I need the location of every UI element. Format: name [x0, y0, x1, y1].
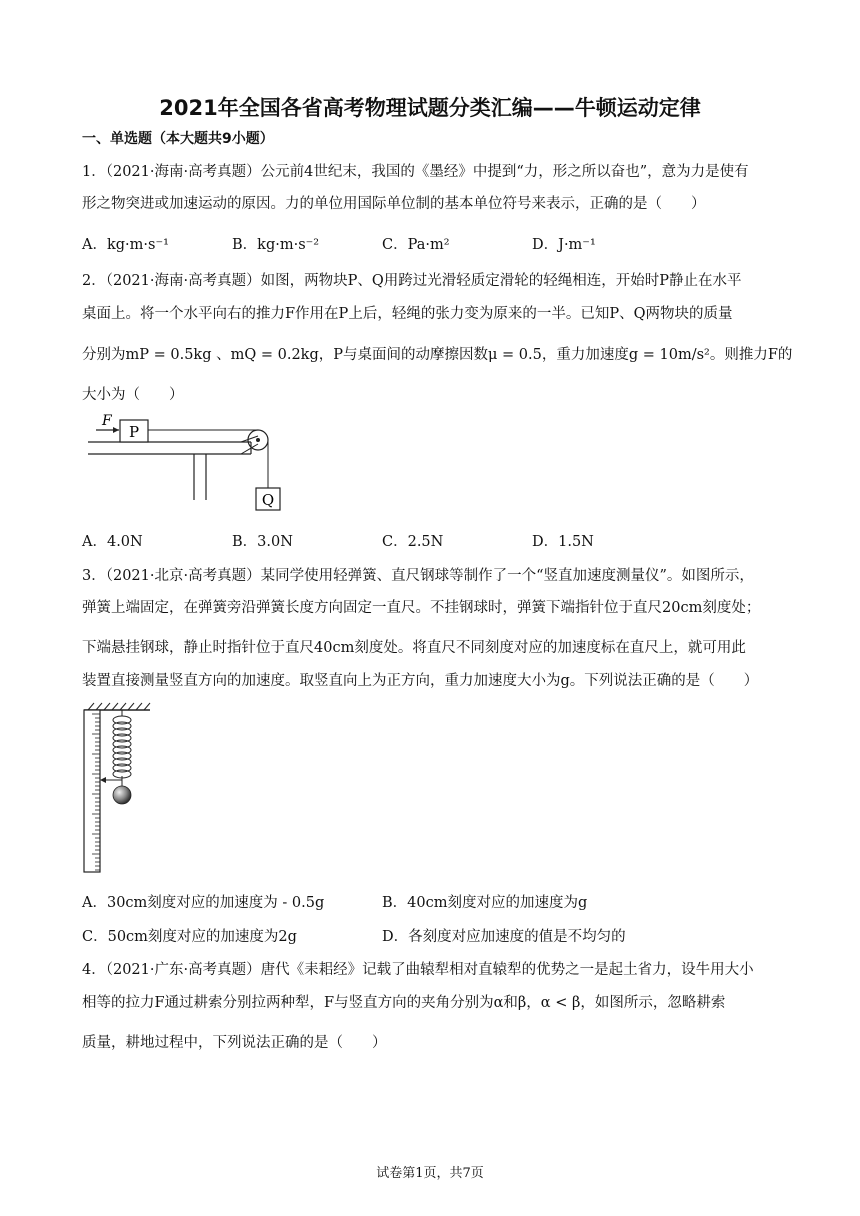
- q1-line-2: 形之物突进或加速运动的原因。力的单位用国际单位制的基本单位符号来表示，正确的是（ ）: [82, 196, 706, 212]
- force-label: F: [102, 413, 112, 429]
- q4-line-1: 4．（2021·广东·高考真题）唐代《耒耜经》记载了曲辕犁相对直辕犁的优势之一是起土省力，设牛用大小: [82, 962, 754, 978]
- section-heading: 一、单选题（本大题共9小题）: [82, 131, 274, 147]
- q2-line-3: 分别为mP = 0.5kg 、mQ = 0.2kg，P与桌面间的动摩擦因数μ = 0.5，重力加速度g = 10m/s²。则推力F的: [82, 347, 793, 363]
- q1-line-1: 1．（2021·海南·高考真题）公元前4世纪末，我国的《墨经》中提到“力，形之所以奋也”，意为力是使有: [82, 164, 749, 180]
- q2-option-d: D．1.5N: [532, 534, 594, 550]
- q1-option-b: B．kg·m·s⁻²: [232, 237, 320, 253]
- q2-option-c: C．2.5N: [382, 534, 444, 550]
- q3-line-1: 3．（2021·北京·高考真题）某同学使用轻弹簧、直尺钢球等制作了一个“竖直加速度测量仪”。如图所示，: [82, 568, 754, 584]
- q3-option-a: A．30cm刻度对应的加速度为 - 0.5g: [82, 895, 325, 911]
- q2-line-2: 桌面上。将一个水平向右的推力F作用在P上后，轻绳的张力变为原来的一半。已知P、Q两物块的质量: [82, 306, 733, 322]
- q3-line-3: 下端悬挂钢球，静止时指针位于直尺40cm刻度处。将直尺不同刻度对应的加速度标在直尺上，就可用此: [82, 640, 746, 656]
- q2-option-a: A．4.0N: [82, 534, 143, 550]
- q2-option-b: B．3.0N: [232, 534, 293, 550]
- q1-option-c: C．Pa·m²: [382, 237, 450, 253]
- q3-line-2: 弹簧上端固定，在弹簧旁沿弹簧长度方向固定一直尺。不挂钢球时，弹簧下端指针位于直尺20cm刻度处；: [82, 600, 761, 616]
- page-footer: 试卷第1页，共7页: [376, 1166, 484, 1181]
- q1-option-d: D．J·m⁻¹: [532, 237, 596, 253]
- q3-option-b: B．40cm刻度对应的加速度为g: [382, 895, 588, 911]
- q1-option-a: A．kg·m·s⁻¹: [82, 237, 169, 253]
- q4-line-3: 质量，耕地过程中，下列说法正确的是（ ）: [82, 1035, 387, 1051]
- q4-line-2: 相等的拉力F通过耕索分别拉两种犁，F与竖直方向的夹角分别为α和β，α < β，如图所示，忽略耕索: [82, 995, 726, 1011]
- page-title: 2021年全国各省高考物理试题分类汇编——牛顿运动定律: [159, 96, 701, 120]
- block-p-label: P: [128, 423, 140, 441]
- spring: [113, 716, 131, 778]
- q3-line-4: 装置直接测量竖直方向的加速度。取竖直向上为正方向，重力加速度大小为g。下列说法正确的是（ ）: [82, 673, 759, 689]
- ceiling-hatching: [88, 703, 150, 710]
- q2-line-4: 大小为（ ）: [82, 387, 184, 403]
- steel-ball: [113, 786, 131, 804]
- block-q-label: Q: [261, 491, 275, 509]
- q3-option-c: C．50cm刻度对应的加速度为2g: [82, 929, 297, 945]
- q2-line-1: 2．（2021·海南·高考真题）如图，两物块P、Q用跨过光滑轻质定滑轮的轻绳相连，开始时P静止在水平: [82, 273, 742, 289]
- pulley-diagram: [86, 410, 296, 525]
- q3-option-d: D．各刻度对应加速度的值是不均匀的: [382, 929, 626, 945]
- spring-ruler-diagram: [82, 700, 162, 876]
